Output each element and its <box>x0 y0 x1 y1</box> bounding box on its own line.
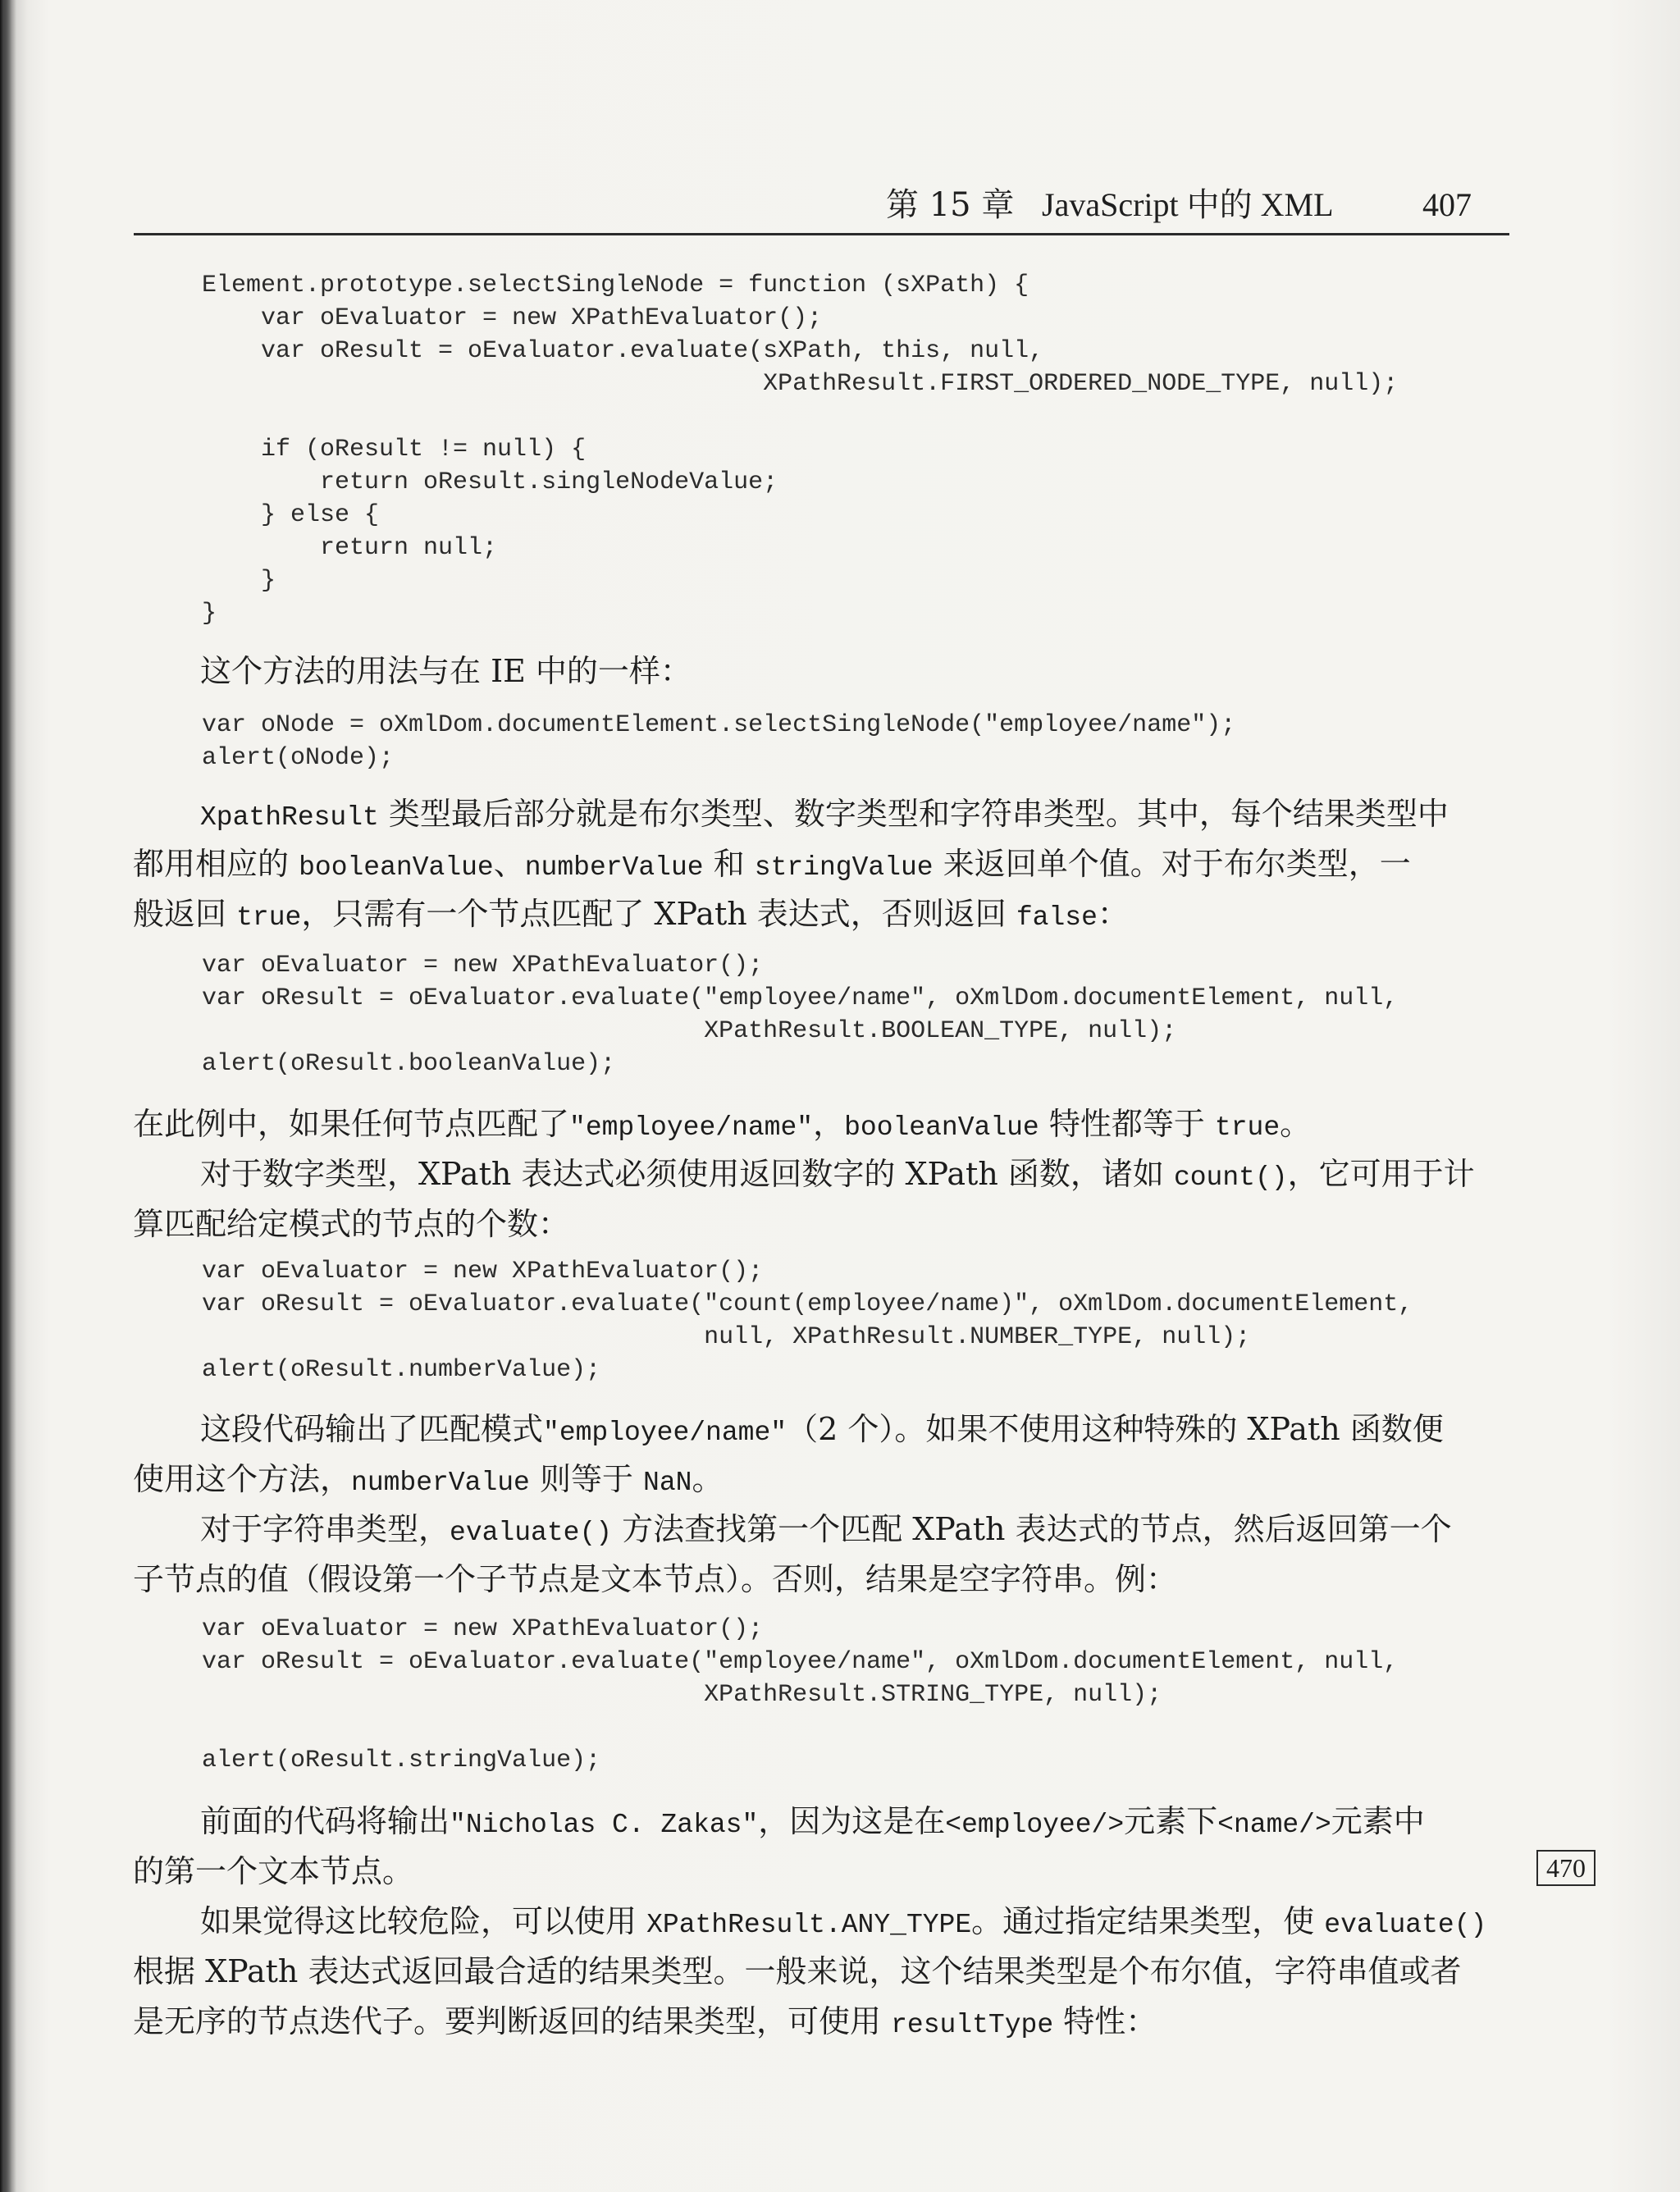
text-line <box>133 889 1519 939</box>
code-line: var oResult = oEvaluator.evaluate(sXPath, this, null, <box>202 337 1044 365</box>
inline-code: <employee/> <box>945 1810 1125 1840</box>
inline-code: "Nicholas C. Zakas" <box>450 1810 759 1840</box>
text-run: ，只需有一个节点匹配了 XPath 表达式，否则返回 <box>301 896 1016 932</box>
text-line <box>133 1555 1519 1605</box>
inline-code: numberValue <box>351 1468 530 1498</box>
code-line: return oResult.singleNodeValue; <box>202 468 778 496</box>
code-line: if (oResult != null) { <box>202 436 587 464</box>
inline-code: "employee/name" <box>569 1112 814 1143</box>
inline-code: resultType <box>891 2010 1054 2040</box>
running-head <box>886 182 1526 228</box>
code-line: var oEvaluator = new XPathEvaluator(); <box>202 1258 764 1286</box>
code-line: XPathResult.STRING_TYPE, null); <box>202 1681 1162 1709</box>
text-run: 。通过指定结果类型，使 <box>971 1903 1325 1939</box>
text-line <box>133 839 1519 889</box>
text-run: 特性都等于 <box>1039 1106 1215 1142</box>
code-line: } else { <box>202 501 380 529</box>
text-run: 。 <box>1280 1106 1312 1142</box>
code-block <box>202 1255 1413 1386</box>
inline-code: <name/> <box>1217 1810 1331 1840</box>
text-run: 这段代码输出了匹配模式 <box>200 1411 544 1447</box>
code-line: alert(oResult.booleanValue); <box>202 1050 616 1078</box>
code-line: } <box>202 600 217 628</box>
text-run: 是无序的节点迭代子。要判断返回的结果类型，可使用 <box>133 2003 892 2039</box>
text-run: 元素中 <box>1331 1803 1425 1839</box>
code-line: var oEvaluator = new XPathEvaluator(); <box>202 304 823 332</box>
text-run: 对于字符串类型， <box>200 1511 450 1547</box>
code-block <box>202 709 1235 774</box>
text-run: 和 <box>703 846 755 882</box>
text-run: ，它可用于计 <box>1287 1156 1475 1192</box>
code-line: alert(oResult.numberValue); <box>202 1356 601 1384</box>
text-line <box>133 789 1519 839</box>
inline-code: evaluate() <box>1324 1910 1487 1940</box>
text-run: 如果觉得这比较危险，可以使用 <box>200 1903 647 1939</box>
paragraph <box>133 646 1519 696</box>
code-line: XPathResult.FIRST_ORDERED_NODE_TYPE, null); <box>202 370 1399 398</box>
paragraph <box>133 789 1519 939</box>
text-run: 类型最后部分就是布尔类型、数字类型和字符串类型。其中，每个结果类型中 <box>378 796 1449 832</box>
code-line: var oEvaluator = new XPathEvaluator(); <box>202 952 764 980</box>
code-line: var oNode = oXmlDom.documentElement.selectSingleNode("employee/name"); <box>202 711 1236 739</box>
chapter-title: JavaScript 中的 XML <box>1042 186 1334 223</box>
text-line <box>133 1199 1519 1249</box>
text-run: 使用这个方法， <box>133 1461 352 1497</box>
inline-code: "employee/name" <box>543 1418 788 1448</box>
text-run: 。 <box>692 1461 724 1497</box>
text-line <box>133 1997 1519 2047</box>
text-run: 方法查找第一个匹配 XPath 表达式的节点，然后返回第一个 <box>612 1511 1452 1547</box>
code-line: null, XPathResult.NUMBER_TYPE, null); <box>202 1323 1251 1351</box>
inline-code: XPathResult.ANY_TYPE <box>646 1910 972 1940</box>
code-line: alert(oNode); <box>202 744 395 772</box>
text-line <box>133 646 1519 696</box>
text-run: 、 <box>493 846 525 882</box>
text-run: 来返回单个值。对于布尔类型，一 <box>933 846 1411 882</box>
inline-code: stringValue <box>754 852 934 883</box>
inline-code: booleanValue <box>844 1112 1039 1143</box>
text-run: 元素下 <box>1124 1803 1218 1839</box>
code-line: return null; <box>202 534 498 562</box>
paragraph <box>133 1404 1519 1605</box>
text-run: 子节点的值（假设第一个子节点是文本节点）。否则，结果是空字符串。例： <box>133 1561 1178 1597</box>
code-line: XPathResult.BOOLEAN_TYPE, null); <box>202 1017 1177 1045</box>
inline-code: NaN <box>643 1468 692 1498</box>
inline-code: count() <box>1173 1162 1288 1193</box>
text-run: 特性： <box>1053 2003 1157 2039</box>
code-line: Element.prototype.selectSingleNode = function (sXPath) { <box>202 272 1029 299</box>
code-line: } <box>202 567 276 595</box>
inline-code: booleanValue <box>299 852 494 883</box>
text-run: ，因为这是在 <box>758 1803 946 1839</box>
text-line <box>133 1454 1519 1505</box>
paragraph <box>133 1797 1519 2047</box>
text-line <box>133 1149 1519 1199</box>
text-run: 在此例中，如果任何节点匹配了 <box>133 1106 570 1142</box>
text-run: 前面的代码将输出 <box>200 1803 450 1839</box>
text-line <box>133 1404 1519 1454</box>
paragraph <box>133 1099 1519 1249</box>
text-line <box>133 1847 1519 1897</box>
inline-code: evaluate() <box>450 1518 613 1548</box>
code-line: alert(oResult.stringValue); <box>202 1747 601 1774</box>
text-run: ， <box>813 1106 845 1142</box>
code-line: var oResult = oEvaluator.evaluate("employee/name", oXmlDom.documentElement, null, <box>202 1648 1399 1676</box>
inline-code: true <box>1214 1112 1281 1143</box>
text-run: （2 个）。如果不使用这种特殊的 XPath 函数便 <box>787 1411 1444 1447</box>
code-block <box>202 949 1398 1080</box>
code-line: var oResult = oEvaluator.evaluate("employee/name", oXmlDom.documentElement, null, <box>202 984 1399 1012</box>
code-block <box>202 1613 1398 1777</box>
text-line <box>133 1099 1519 1149</box>
text-line <box>133 1947 1519 1997</box>
inline-code: false <box>1016 902 1098 933</box>
code-line <box>202 403 217 431</box>
binding-shadow <box>0 0 16 2192</box>
code-line: var oEvaluator = new XPathEvaluator(); <box>202 1615 764 1643</box>
text-run: 都用相应的 <box>133 846 299 882</box>
inline-code: numberValue <box>524 852 704 883</box>
header-rule <box>134 233 1509 235</box>
text-line <box>133 1897 1519 1947</box>
margin-page-note: 470 <box>1536 1850 1596 1886</box>
inline-code: true <box>236 902 302 933</box>
text-run: 对于数字类型，XPath 表达式必须使用返回数字的 XPath 函数，诸如 <box>200 1156 1174 1192</box>
code-block <box>202 269 1398 630</box>
text-run: 般返回 <box>133 896 237 932</box>
code-line: var oResult = oEvaluator.evaluate("count(employee/name)", oXmlDom.documentElement, <box>202 1290 1413 1318</box>
text-run: 根据 XPath 表达式返回最合适的结果类型。一般来说，这个结果类型是个布尔值，字符串值或者 <box>133 1953 1462 1989</box>
chapter-label: 第 15 章 <box>886 186 1015 224</box>
text-run: 的第一个文本节点。 <box>133 1853 414 1889</box>
text-line <box>133 1505 1519 1555</box>
text-run: 则等于 <box>529 1461 644 1497</box>
text-run: ： <box>1097 896 1129 932</box>
page-number: 407 <box>1422 186 1472 223</box>
inline-code: XpathResult <box>200 802 379 833</box>
code-line <box>202 1714 217 1742</box>
text-line <box>133 1797 1519 1847</box>
text-run: 这个方法的用法与在 IE 中的一样： <box>200 653 692 689</box>
text-run: 算匹配给定模式的节点的个数： <box>133 1206 570 1242</box>
